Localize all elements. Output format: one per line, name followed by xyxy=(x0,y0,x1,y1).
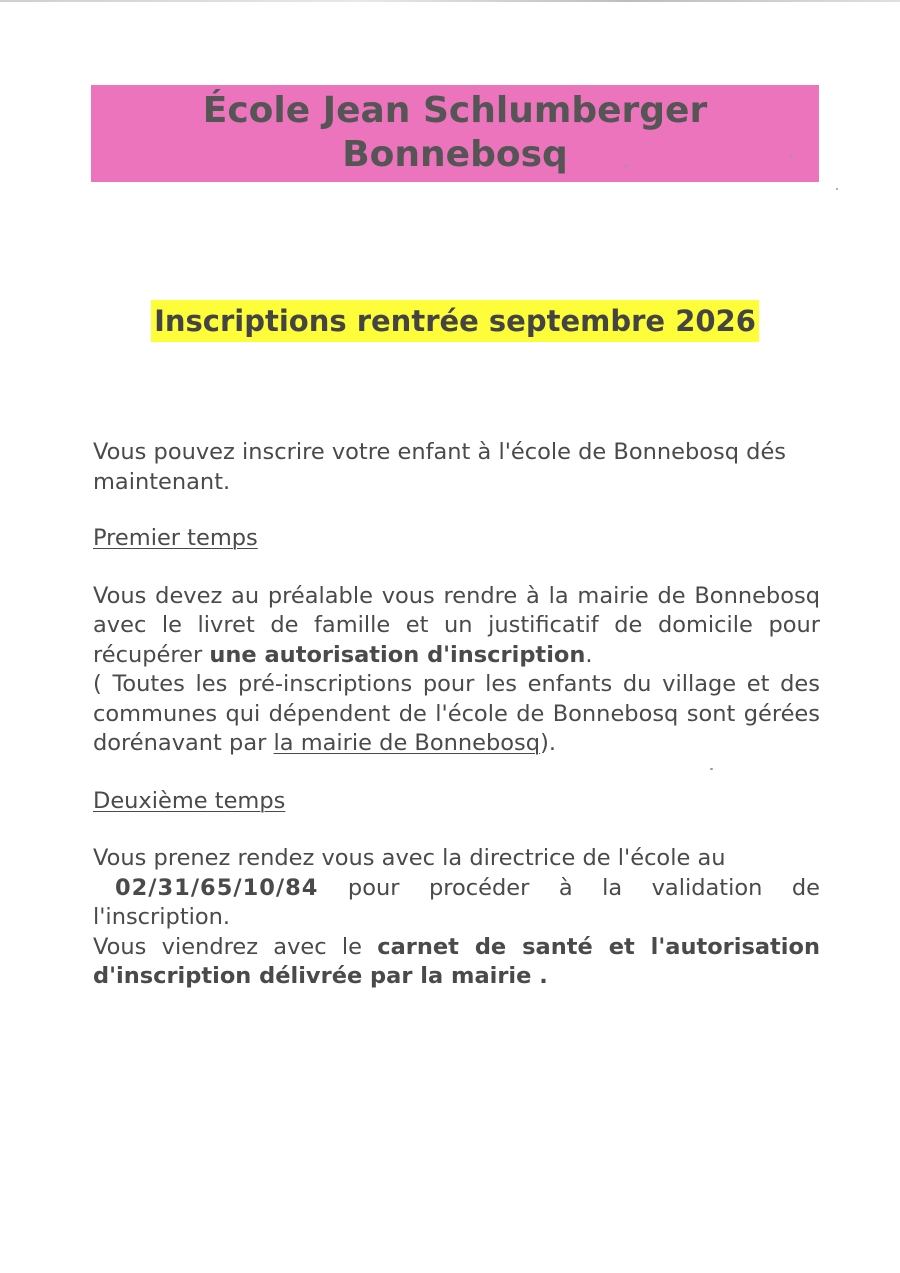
step2-p2-text: Vous viendrez avec le xyxy=(93,933,378,960)
scan-speck xyxy=(625,165,628,167)
school-title-banner xyxy=(91,85,819,182)
scan-speck xyxy=(790,155,793,157)
step1-p1-text: Vous devez au préalable vous rendre à la mairie de Bonnebosq avec le livret de famille et un justificatif de domicile pour récupérer xyxy=(93,582,820,668)
step1-p1-end: . xyxy=(585,641,593,668)
step2-p1-after: pour procéder à la validation de l'inscription. xyxy=(93,874,820,930)
step1-paragraph-1 xyxy=(93,582,820,671)
step1-paragraph-2 xyxy=(93,670,820,759)
step1-heading-text: Premier temps xyxy=(93,525,258,551)
step2-p2-bold: carnet de santé et l'autorisation d'inscription délivrée par la mairie . xyxy=(93,933,820,989)
subtitle-wrap xyxy=(0,300,900,342)
step2-paragraph-1 xyxy=(93,874,820,933)
step2-heading-text: Deuxième temps xyxy=(93,787,286,814)
school-phone-number: 02/31/65/10/84 xyxy=(115,874,319,901)
step1-p2-text: ( Toutes les pré-inscriptions pour les enfants du village et des communes qui dépendent de l'école de Bonnebosq sont gérées dorénavant par xyxy=(93,671,820,756)
school-town: Bonnebosq xyxy=(342,134,568,175)
step2-p1-line1: Vous prenez rendez vous avec la directrice de l'école au xyxy=(93,845,726,871)
step1-heading xyxy=(93,524,820,554)
scan-edge xyxy=(0,0,900,2)
page-subtitle: Inscriptions rentrée septembre 2026 xyxy=(151,300,759,342)
document-body xyxy=(93,438,820,992)
step2-paragraph-2 xyxy=(93,933,820,992)
school-name: École Jean Schlumberger xyxy=(202,90,708,131)
scan-speck xyxy=(710,768,713,770)
step1-p1-bold: une autorisation d'inscription xyxy=(209,641,586,668)
step2-heading xyxy=(93,787,820,817)
intro-paragraph: Vous pouvez inscrire votre enfant à l'école de Bonnebosq dés maintenant. xyxy=(93,439,787,495)
scan-speck xyxy=(836,188,838,190)
mairie-link: la mairie de Bonnebosq xyxy=(273,730,541,756)
step1-p2-end: ). xyxy=(540,730,556,756)
